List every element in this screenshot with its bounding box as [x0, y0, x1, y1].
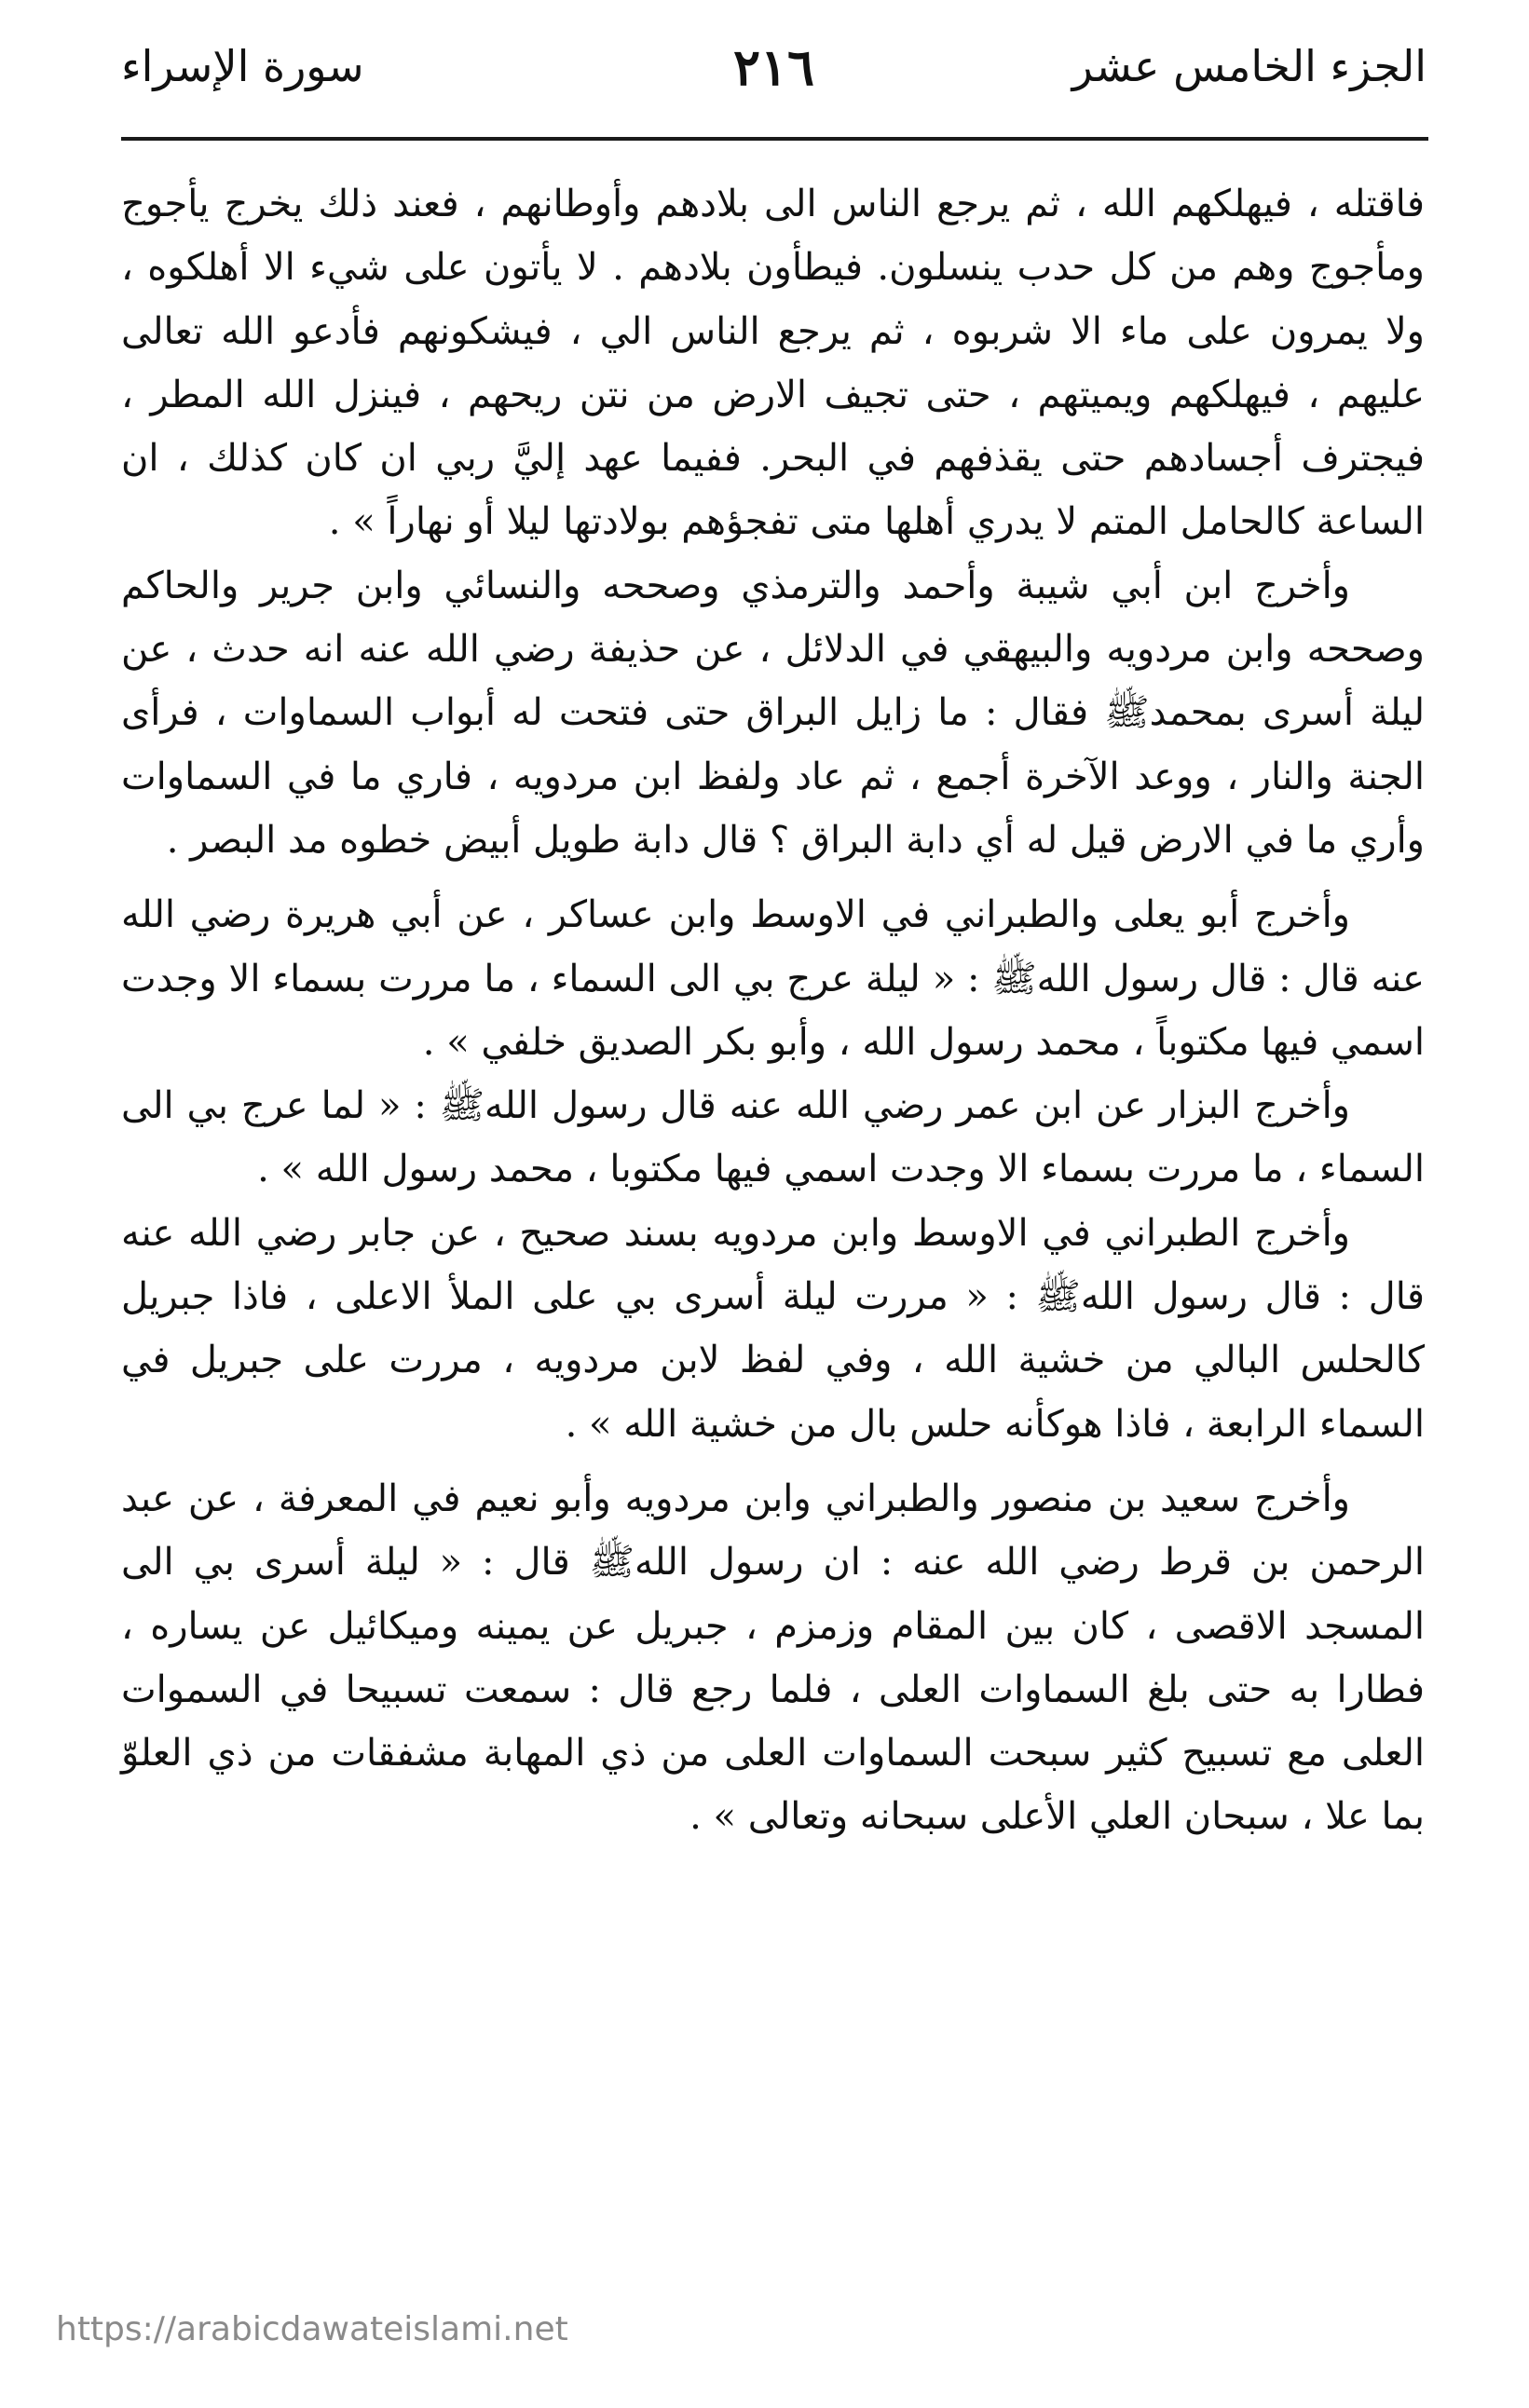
paragraph-5: وأخرج الطبراني في الاوسط وابن مردويه بسند صحيح ، عن جابر رضي الله عنه قال : قال رسول اللهﷺ : « مررت ليلة أسرى بي على الملأ الاعلى ، فاذا جبريل كالحلس البالي من خشية الله ، وفي لفظ لابن مردويه ، مررت على جبريل في السماء الرابعة ، فاذا هوكأنه حلس بال من خشية الله » . — [121, 1211, 1425, 1446]
paragraph-3: وأخرج أبو يعلى والطبراني في الاوسط وابن عساكر ، عن أبي هريرة رضي الله عنه قال : قال رسول اللهﷺ : « ليلة عرج بي الى السماء ، ما مررت بسماء الا وجدت اسمي فيها مكتوباً ، محمد رسول الله ، وأبو بكر الصديق خلفي » . — [121, 893, 1425, 1064]
source-watermark-url: https://arabicdawateislami.net — [56, 2310, 568, 2348]
part-title: الجزء الخامس عشر — [1072, 41, 1427, 91]
header-divider — [121, 137, 1428, 141]
page-number: ٢١٦ — [732, 37, 815, 97]
paragraph-1: فاقتله ، فيهلكهم الله ، ثم يرجع الناس الى بلادهم وأوطانهم ، فعند ذلك يخرج يأجوج ومأجوج وهم من كل حدب ينسلون. فيطأون بلادهم . لا يأتون على شيء الا أهلكوه ، ولا يمرون على ماء الا شربوه ، ثم يرجع الناس الي ، فيشكونهم فأدعو الله تعالى عليهم ، فيهلكهم ويميتهم ، حتى تجيف الارض من نتن ريحهم ، فينزل الله المطر ، فيجترف أجسادهم حتى يقذفهم في البحر. ففيما عهد إليَّ ربي ان كان كذلك ، ان الساعة كالحامل المتم لا يدري أهلها متى تفجؤهم بولادتها ليلا أو نهاراً » . — [121, 183, 1426, 544]
surah-title: سورة الإسراء — [121, 41, 364, 91]
paragraph-6: وأخرج سعيد بن منصور والطبراني وابن مردويه وأبو نعيم في المعرفة ، عن عبد الرحمن بن قرط رضي الله عنه : ان رسول اللهﷺ قال : « ليلة أسرى بي الى المسجد الاقصى ، كان بين المقام وزمزم ، جبريل عن يمينه وميكائيل عن يساره ، فطارا به حتى بلغ السماوات العلى ، فلما رجع قال : سمعت تسبيحا في السموات العلى مع تسبيح كثير سبحت السماوات العلى من ذي المهابة مشفقات من ذي العلوّ بما علا ، سبحان العلي الأعلى سبحانه وتعالى » . — [121, 1476, 1425, 1839]
paragraph-4: وأخرج البزار عن ابن عمر رضي الله عنه قال رسول اللهﷺ : « لما عرج بي الى السماء ، ما مررت بسماء الا وجدت اسمي فيها مكتوبا ، محمد رسول الله » . — [121, 1084, 1425, 1191]
paragraph-2: وأخرج ابن أبي شيبة وأحمد والترمذي وصححه والنسائي وابن جرير والحاكم وصححه وابن مردويه والبيهقي في الدلائل ، عن حذيفة رضي الله عنه انه حدث ، عن ليلة أسرى بمحمدﷺ فقال : ما زايل البراق حتى فتحت له أبواب السماوات ، فرأى الجنة والنار ، ووعد الآخرة أجمع ، ثم عاد ولفظ ابن مردويه ، فاري ما في السماوات وأري ما في الارض قيل له أي دابة البراق ؟ قال دابة طويل أبيض خطوه مد البصر . — [121, 564, 1425, 862]
page-body — [121, 172, 1425, 1849]
page-header — [121, 37, 1427, 112]
